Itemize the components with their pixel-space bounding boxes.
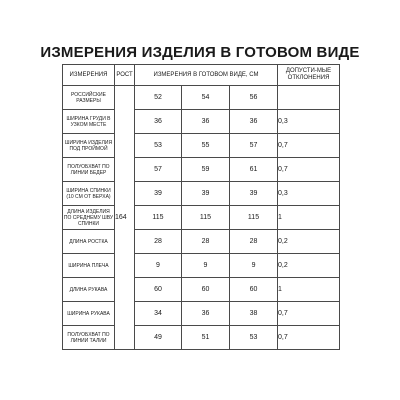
- measurements-table: [62, 64, 340, 350]
- size-value: 36: [230, 110, 278, 134]
- header-measurements: ИЗМЕРЕНИЯ: [63, 65, 115, 86]
- size-value: 115: [135, 206, 182, 230]
- size-value: 28: [182, 230, 230, 254]
- table-row: [63, 110, 340, 134]
- size-value: 51: [182, 326, 230, 350]
- table-row: [63, 326, 340, 350]
- size-value: 9: [182, 254, 230, 278]
- size-value: 60: [182, 278, 230, 302]
- size-value: 39: [135, 182, 182, 206]
- header-height: РОСТ: [115, 65, 135, 86]
- size-value: 54: [182, 86, 230, 110]
- row-label: ПОЛУОБХВАТ ПО ЛИНИИ БЕДЕР: [63, 158, 115, 182]
- table-row: [63, 158, 340, 182]
- tolerance-value: 0,2: [278, 230, 340, 254]
- header-tolerance: ДОПУСТИ-МЫЕ ОТКЛОНЕНИЯ: [278, 65, 340, 86]
- size-value: 60: [135, 278, 182, 302]
- size-value: 49: [135, 326, 182, 350]
- table-row: [63, 254, 340, 278]
- size-value: 9: [135, 254, 182, 278]
- table-row: [63, 302, 340, 326]
- size-value: 36: [135, 110, 182, 134]
- size-value: 61: [230, 158, 278, 182]
- tolerance-value: 1: [278, 206, 340, 230]
- size-value: 60: [230, 278, 278, 302]
- tolerance-value: [278, 86, 340, 110]
- row-label: ШИРИНА ПЛЕЧА: [63, 254, 115, 278]
- table-row: [63, 206, 340, 230]
- size-value: 53: [135, 134, 182, 158]
- table-header-row: [63, 65, 340, 86]
- table-row: [63, 278, 340, 302]
- row-label: ПОЛУОБХВАТ ПО ЛИНИИ ТАЛИИ: [63, 326, 115, 350]
- tolerance-value: 0,3: [278, 182, 340, 206]
- table-row: [63, 86, 340, 110]
- row-label: ШИРИНА ИЗДЕЛИЯ ПОД ПРОЙМОЙ: [63, 134, 115, 158]
- size-value: 56: [230, 86, 278, 110]
- tolerance-value: 0,3: [278, 110, 340, 134]
- size-value: 38: [230, 302, 278, 326]
- size-value: 57: [230, 134, 278, 158]
- size-value: 39: [230, 182, 278, 206]
- size-value: 36: [182, 302, 230, 326]
- tolerance-value: 0,2: [278, 254, 340, 278]
- tolerance-value: 0,7: [278, 302, 340, 326]
- size-value: 115: [182, 206, 230, 230]
- row-label: ДЛИНА РУКАВА: [63, 278, 115, 302]
- header-finished-sizes: ИЗМЕРЕНИЯ В ГОТОВОМ ВИДЕ, СМ: [135, 65, 278, 86]
- row-label: ШИРИНА СПИНКИ (10 СМ ОТ ВЕРХА): [63, 182, 115, 206]
- size-value: 36: [182, 110, 230, 134]
- size-value: 28: [230, 230, 278, 254]
- table-row: [63, 134, 340, 158]
- tolerance-value: 0,7: [278, 134, 340, 158]
- row-label: РОССИЙСКИЕ РАЗМЕРЫ: [63, 86, 115, 110]
- row-label: ШИРИНА РУКАВА: [63, 302, 115, 326]
- table-body: [63, 86, 340, 350]
- size-value: 9: [230, 254, 278, 278]
- size-value: 52: [135, 86, 182, 110]
- table-row: [63, 230, 340, 254]
- size-value: 39: [182, 182, 230, 206]
- row-label: ДЛИНА РОСТКА: [63, 230, 115, 254]
- table-row: [63, 182, 340, 206]
- tolerance-value: 1: [278, 278, 340, 302]
- size-value: 34: [135, 302, 182, 326]
- page-title: ИЗМЕРЕНИЯ ИЗДЕЛИЯ В ГОТОВОМ ВИДЕ: [40, 44, 360, 61]
- size-value: 57: [135, 158, 182, 182]
- size-value: 115: [230, 206, 278, 230]
- size-value: 59: [182, 158, 230, 182]
- size-value: 53: [230, 326, 278, 350]
- size-value: 28: [135, 230, 182, 254]
- height-value: 164: [115, 86, 135, 350]
- tolerance-value: 0,7: [278, 158, 340, 182]
- size-value: 55: [182, 134, 230, 158]
- row-label: ШИРИНА ГРУДИ В УЗКОМ МЕСТЕ: [63, 110, 115, 134]
- tolerance-value: 0,7: [278, 326, 340, 350]
- row-label: ДЛИНА ИЗДЕЛИЯ ПО СРЕДНЕМУ ШВУ СПИНКИ: [63, 206, 115, 230]
